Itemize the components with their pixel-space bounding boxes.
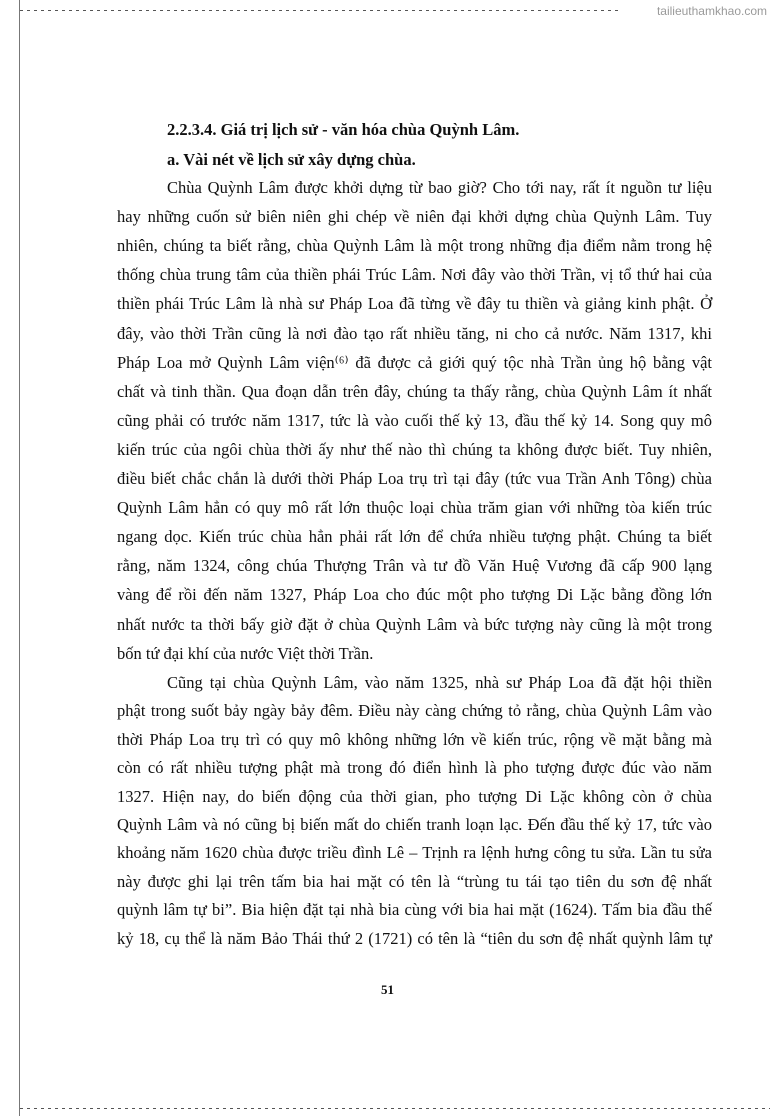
paragraph-line: bốn tứ đại khí của nước Việt thời Trần.	[117, 643, 374, 663]
paragraph-line: thống chùa trung tâm của thiền phái Trúc Lâm. Nơi đây vào thời Trần, vị tổ thứ hai của	[117, 265, 712, 285]
paragraph-line: vàng để rồi đến năm 1327, Pháp Loa cho đúc một pho tượng Di Lặc bằng đồng lớn	[117, 585, 712, 605]
paragraph-line: kiến trúc của ngôi chùa thời ấy như thế nào thì chúng ta không được biết. Tuy nhiên,	[117, 439, 712, 459]
paragraph-line: Pháp Loa mở Quỳnh Lâm viện⁽⁶⁾ đã được cả giới quý tộc nhà Trần ủng hộ bằng vật	[117, 352, 712, 372]
paragraph-line: này được ghi lại trên tấm bia hai mặt có tên là “trùng tu tái tạo tiên du sơn đệ nhất	[117, 871, 712, 891]
paragraph-line: 1327. Hiện nay, do biến động của thời gian, pho tượng Di Lặc không còn ở chùa	[117, 786, 712, 806]
paragraph-line: khoảng năm 1620 chùa được triều đình Lê – Trịnh ra lệnh hưng công tu sửa. Lần tu sửa	[117, 843, 712, 863]
paragraph-line: điều biết chắc chắn là dưới thời Pháp Loa trụ trì tại đây (tức vua Trần Anh Tông) chùa	[117, 469, 712, 488]
paragraph-line: nhiên, chúng ta biết rằng, chùa Quỳnh Lâm là một trong những địa điểm nằm trong hệ	[117, 236, 712, 256]
scan-edge-bottom	[20, 1108, 770, 1109]
paragraph-line: hay những cuốn sử biên niên ghi chép về niên đại khởi dựng chùa Quỳnh Lâm. Tuy	[117, 207, 712, 227]
paragraph-line: Quỳnh Lâm hẳn có quy mô rất lớn thuộc loại chùa trăm gian với những tòa kiến trúc	[117, 498, 712, 518]
paragraph-line: thiền phái Trúc Lâm là nhà sư Pháp Loa đã từng về đây tu thiền và giảng kinh phật. Ở	[117, 294, 712, 314]
paragraph-line: cũng phải có trước năm 1317, tức là vào cuối thế kỷ 13, đầu thế kỷ 14. Song quy mô	[117, 410, 712, 430]
paragraph-line: Chùa Quỳnh Lâm được khởi dựng từ bao giờ? Cho tới nay, rất ít nguồn tư liệu	[167, 178, 712, 197]
scan-edge-left	[19, 0, 20, 1116]
paragraph-line: thời Pháp Loa trụ trì có quy mô không những lớn về kiến trúc, rộng về mặt bằng mà	[117, 729, 712, 749]
paragraph-line: còn có rất nhiều tượng phật mà trong đó điển hình là pho tượng được đúc vào năm	[117, 758, 712, 778]
paragraph-line: nhất nước ta thời bấy giờ đặt ở chùa Quỳnh Lâm và bức tượng này cũng là một trong	[117, 614, 712, 634]
section-heading: 2.2.3.4. Giá trị lịch sử - văn hóa chùa Quỳnh Lâm.	[167, 120, 520, 139]
paragraph-line: rằng, năm 1324, công chúa Thượng Trân và tư đồ Văn Huệ Vương đã cấp 900 lạng	[117, 556, 712, 576]
subsection-heading: a. Vài nét về lịch sử xây dựng chùa.	[167, 150, 416, 169]
paragraph-line: quỳnh lâm tự bi”. Bia hiện đặt tại nhà bia cùng với bia hai mặt (1624). Tấm bia đầu thế	[117, 900, 712, 920]
scan-edge-top	[20, 10, 620, 11]
paragraph-line: chất và tinh thần. Qua đoạn dẫn trên đây, chúng ta thấy rằng, chùa Quỳnh Lâm ít nhất	[117, 381, 712, 401]
paragraph-line: đây, vào thời Trần cũng là nơi đào tạo rất nhiều tăng, ni cho cả nước. Năm 1317, khi	[117, 323, 712, 343]
page-number: 51	[381, 982, 394, 997]
paragraph-line: kỷ 18, cụ thể là năm Bảo Thái thứ 2 (1721) có tên là “tiên du sơn đệ nhất quỳnh lâm tự	[117, 928, 712, 948]
paragraph-line: phật trong suốt bảy ngày bảy đêm. Điều này càng chứng tỏ rằng, chùa Quỳnh Lâm vào	[117, 701, 712, 721]
paragraph-line: ngang dọc. Kiến trúc chùa hẳn phải rất lớn để chứa nhiều tượng phật. Chúng ta biết	[117, 527, 712, 547]
paragraph-line: Quỳnh Lâm và nó cũng bị biến mất do chiến tranh loạn lạc. Đến đầu thế kỷ 17, tức vào	[117, 815, 712, 834]
paragraph-line: Cũng tại chùa Quỳnh Lâm, vào năm 1325, nhà sư Pháp Loa đã đặt hội thiền	[167, 673, 712, 692]
watermark: tailieuthamkhao.com	[656, 4, 767, 18]
